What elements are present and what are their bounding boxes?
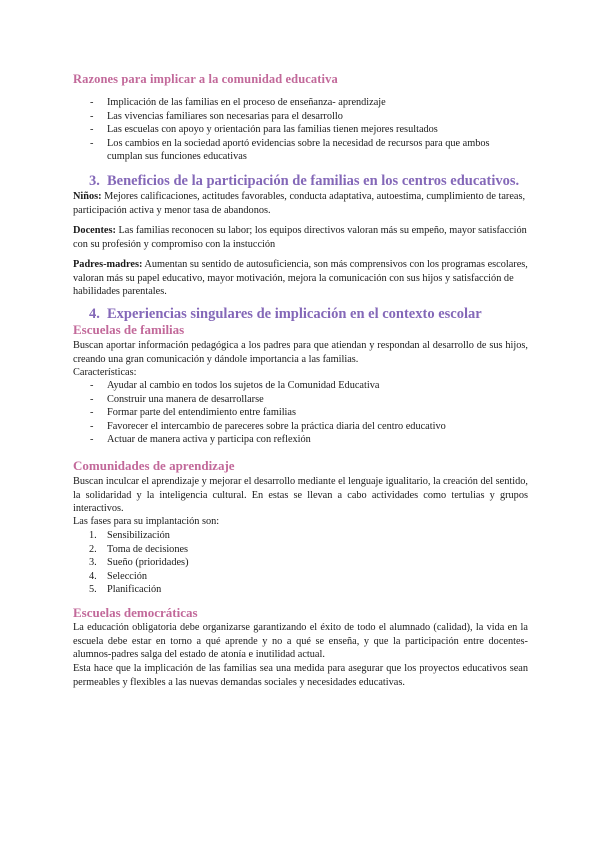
list-item: - Construir una manera de desarrollarse: [73, 393, 528, 407]
comunidades-intro: Buscan inculcar el aprendizaje y mejorar el desarrollo mediante el lenguaje igualitario, la creación del sentido, la solidaridad y la inteligencia cultural. En estas se llevan a cabo actividades como tertulias y grupos interactivos.: [73, 476, 528, 515]
benefits-teachers-label: Docentes:: [73, 225, 116, 236]
section-3-title: [89, 173, 544, 190]
democraticas-heading: Escuelas democráticas: [73, 605, 198, 620]
phases-list: [73, 529, 528, 597]
escuelas-familias-heading: Escuelas de familias: [73, 322, 185, 337]
benefits-children-label: Niños:: [73, 191, 102, 202]
reasons-heading: Razones para implicar a la comunidad educativa: [73, 72, 338, 86]
reasons-list: [73, 96, 528, 164]
section-3-title-text: Beneficios de la participación de familias en los centros educativos.: [107, 173, 520, 189]
benefits-parents-text: Aumentan su sentido de autosuficiencia, son más comprensivos con los programas escolares, valoran más su papel educativo, mayor motivación, mejora la comunicación con sus hijos y satisfacción de habilidades parentales.: [73, 259, 528, 298]
list-item: 4. Selección: [89, 570, 148, 582]
list-item: - Ayudar al cambio en todos los sujetos de la Comunidad Educativa: [73, 379, 528, 393]
benefits-children-text: Mejores calificaciones, actitudes favorables, conducta adaptativa, autoestima, cumplimiento de tareas, participación activa y menor tasa de abandonos.: [73, 191, 526, 216]
benefits-parents-label: Padres-madres:: [73, 259, 143, 270]
section-3-number: 3.: [89, 173, 100, 189]
democraticas-p1: La educación obligatoria debe organizarse garantizando el éxito de todo el alumnado (calidad), la vida en la escuela debe estar en torno a qué aprende y no a qué se enseña, y que la participación entre docentes-alumnos-padres salga del estado de atonía e inutilidad actual.: [73, 622, 528, 661]
list-item: 2. Toma de decisiones: [89, 543, 189, 555]
reasons-section: [73, 72, 528, 87]
list-item: - Las escuelas con apoyo y orientación para las familias tienen mejores resultados: [73, 123, 528, 137]
section-4-title-text: Experiencias singulares de implicación en el contexto escolar: [107, 306, 482, 322]
democraticas-p2: Esta hace que la implicación de las familias sea una medida para asegurar que los proyectos educativos sean permeables y flexibles a las nuevas demandas sociales y necesidades educativas.: [73, 663, 528, 688]
characteristics-label: Características:: [73, 367, 137, 378]
list-item: 5. Planificación: [89, 584, 162, 596]
phases-label: Las fases para su implantación son:: [73, 516, 220, 527]
list-item: 1. Sensibilización: [89, 530, 170, 541]
benefits-teachers: [73, 224, 528, 251]
characteristics-list: [73, 379, 528, 447]
list-item: 3. Sueño (prioridades): [89, 557, 189, 569]
section-4-number: 4.: [89, 306, 100, 322]
benefits-parents: [73, 258, 528, 299]
benefits-children: [73, 190, 528, 217]
comunidades-heading: Comunidades de aprendizaje: [73, 458, 235, 473]
list-item: - Los cambios en la sociedad aportó evidencias sobre la necesidad de recursos para que ambos cumplan sus funciones educativas: [73, 137, 528, 164]
escuelas-familias-intro: Buscan aportar información pedagógica a los padres para que atiendan y respondan al desarrollo de sus hijos, creando una gran comunicación y dándole importancia a las familias.: [73, 340, 528, 365]
list-item: - Implicación de las familias en el proceso de enseñanza- aprendizaje: [73, 96, 528, 110]
list-item: - Formar parte del entendimiento entre familias: [73, 406, 528, 420]
list-item: - Las vivencias familiares son necesarias para el desarrollo: [73, 110, 528, 124]
section-4-title: [89, 306, 544, 323]
list-item: - Actuar de manera activa y participa con reflexión: [73, 433, 528, 447]
list-item: - Favorecer el intercambio de pareceres sobre la práctica diaria del centro educativo: [73, 420, 528, 434]
benefits-teachers-text: Las familias reconocen su labor; los equipos directivos valoran más su empeño, mayor satisfacción con su profesión y compromiso con la instucción: [73, 225, 527, 250]
